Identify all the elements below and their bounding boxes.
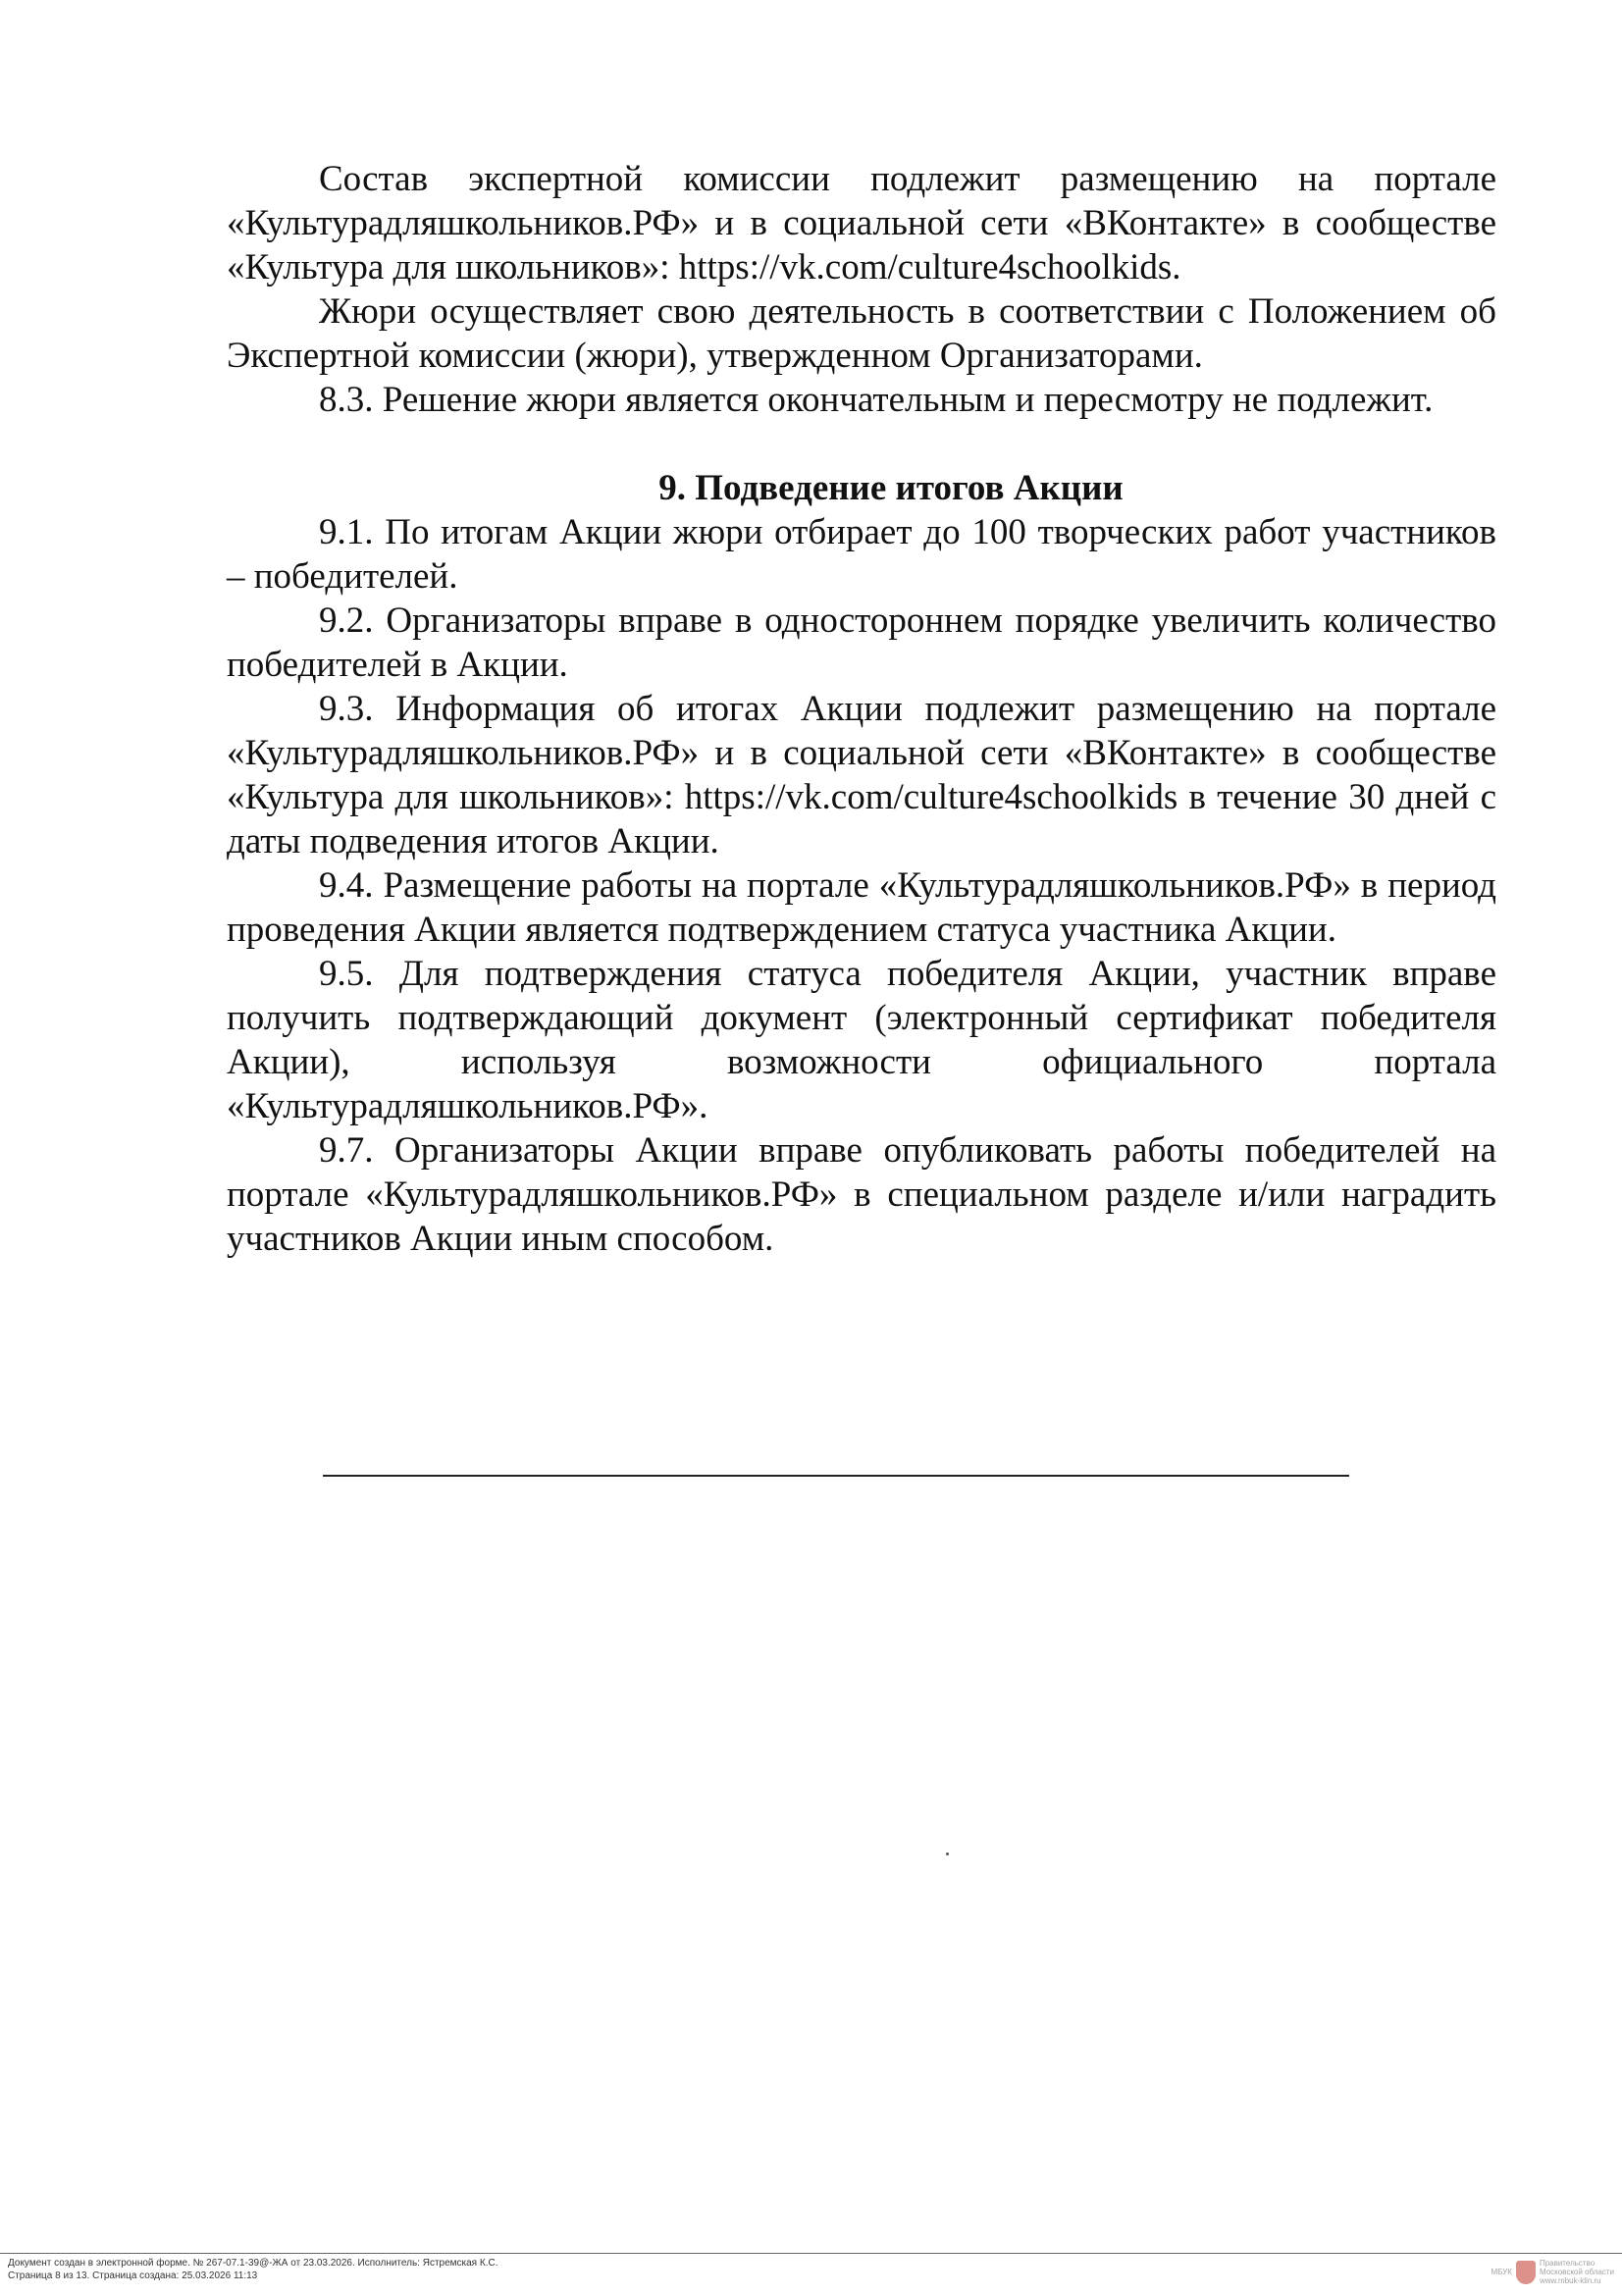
stamp-government-label: Правительство — [1539, 2259, 1596, 2268]
end-separator-line — [323, 1475, 1349, 1477]
stamp-org-label: МБУК — [1491, 2268, 1512, 2276]
footer-stamp — [1491, 2259, 1614, 2285]
stamp-url: www.mbuk-klin.ru — [1539, 2276, 1601, 2285]
paragraph-9-1: 9.1. По итогам Акции жюри отбирает до 100 творческих работ участников – победителей. — [227, 512, 1496, 597]
paragraph-8-3: 8.3. Решение жюри является окончательным и пересмотру не подлежит. — [319, 380, 1434, 420]
footer-line-document-info: Документ создан в электронной форме. № 267-07.1-39@-ЖА от 23.03.2026. Исполнитель: Ястремская К.С. — [8, 2258, 498, 2269]
paragraph-9-7: 9.7. Организаторы Акции вправе опубликовать работы победителей на портале «Культурадляшкольников.РФ» в специальном разделе и/или наградить участников Акции иным способом. — [227, 1130, 1496, 1259]
document-body — [227, 157, 1496, 1261]
section-heading: 9. Подведение итогов Акции — [658, 468, 1124, 508]
scan-speck — [946, 1852, 949, 1855]
stamp-region-label: Московской области — [1539, 2268, 1614, 2276]
paragraph-9-3: 9.3. Информация об итогах Акции подлежит размещению на портале «Культурадляшкольников.РФ» и в социальной сети «ВКонтакте» в сообществе «Культура для школьников»: https://vk.com/culture4schoolkids в течение 30 дней с даты подведения итогов Акции. — [227, 689, 1496, 861]
paragraph-commission-publication: Состав экспертной комиссии подлежит размещению на портале «Культурадляшкольников.РФ» и в социальной сети «ВКонтакте» в сообществе «Культура для школьников»: https://vk.com/culture4schoolkids. — [227, 159, 1496, 287]
paragraph-9-5: 9.5. Для подтверждения статуса победителя Акции, участник вправе получить подтверждающий документ (электронный сертификат победителя Акции), используя возможности официального портала «Культурадляшкольников.РФ». — [227, 954, 1496, 1126]
paragraph-9-2: 9.2. Организаторы вправе в одностороннем порядке увеличить количество победителей в Акции. — [227, 600, 1496, 685]
document-footer — [0, 2253, 1622, 2296]
paragraph-jury-activity: Жюри осуществляет свою деятельность в соответствии с Положением об Экспертной комиссии (жюри), утвержденном Организаторами. — [227, 291, 1496, 376]
footer-text — [8, 2257, 497, 2282]
stamp-text — [1540, 2259, 1614, 2285]
paragraph-9-4: 9.4. Размещение работы на портале «Культурадляшкольников.РФ» в период проведения Акции является подтверждением статуса участника Акции. — [227, 865, 1496, 950]
coat-of-arms-icon — [1516, 2261, 1536, 2284]
footer-line-page-info: Страница 8 из 13. Страница создана: 25.03.2026 11:13 — [8, 2270, 258, 2281]
